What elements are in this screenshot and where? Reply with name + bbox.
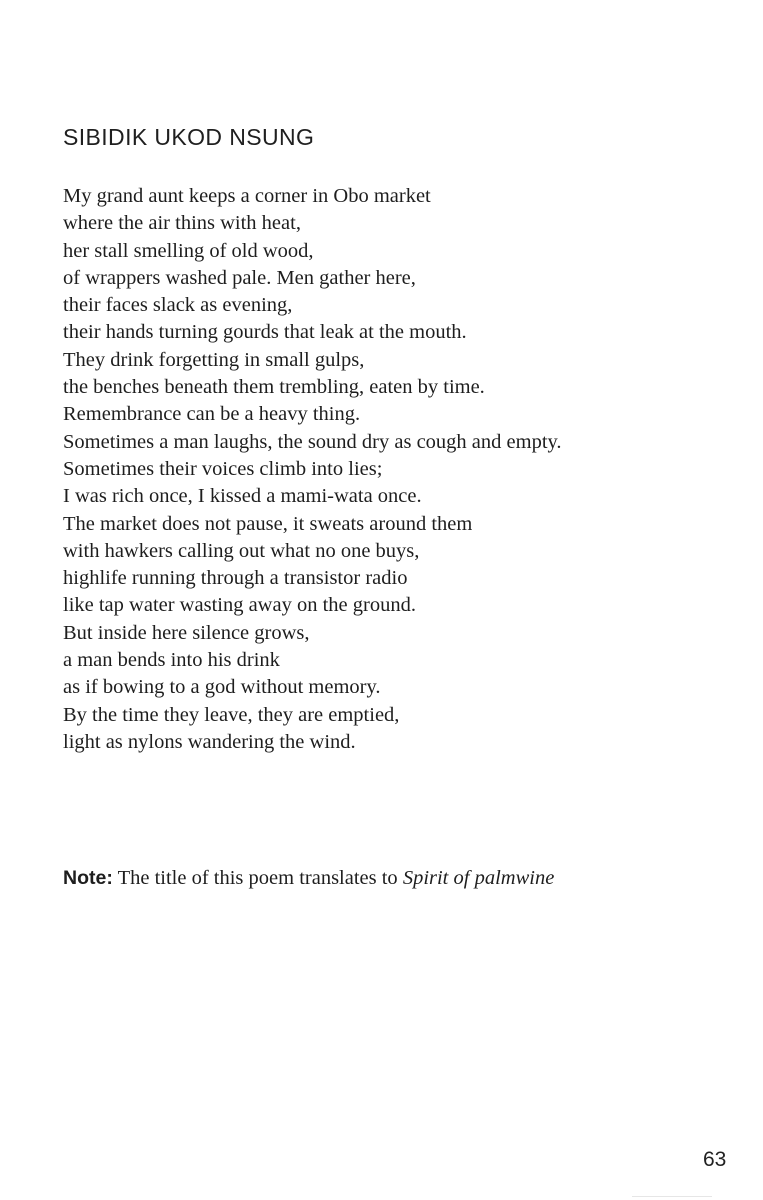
poem-line: light as nylons wandering the wind. (63, 730, 356, 753)
poem-body (63, 183, 562, 756)
poem-line: Remembrance can be a heavy thing. (63, 403, 361, 426)
translation-note (63, 864, 554, 892)
poem-line: My grand aunt keeps a corner in Obo market (63, 185, 431, 207)
page-number: 63 (703, 1148, 727, 1171)
poem-title: SIBIDIK UKOD NSUNG (63, 124, 315, 150)
poem-line: their hands turning gourds that leak at the mouth. (63, 321, 467, 344)
poem-line: By the time they leave, they are emptied, (63, 703, 400, 726)
note-emphasis: Spirit of palmwine (402, 867, 555, 889)
poem-line: their faces slack as evening, (63, 294, 293, 317)
poem-line: where the air thins with heat, (63, 212, 301, 235)
note-text: The title of this poem translates to (112, 867, 403, 889)
poem-line: I was rich once, I kissed a mami-wata once. (63, 485, 422, 508)
poem-line: as if bowing to a god without memory. (63, 676, 381, 699)
poem-line: like tap water wasting away on the ground. (63, 594, 416, 617)
note-label: Note: (63, 867, 113, 889)
poem-line: Sometimes their voices climb into lies; (63, 457, 383, 480)
poem-line: They drink forgetting in small gulps, (63, 348, 365, 371)
poem-line: with hawkers calling out what no one buys, (63, 539, 420, 562)
poem-line: of wrappers washed pale. Men gather here, (63, 266, 416, 289)
poem-line: But inside here silence grows, (63, 621, 310, 644)
poem-line: The market does not pause, it sweats around them (63, 512, 473, 535)
poem-line: highlife running through a transistor radio (63, 567, 408, 590)
bottom-rule (632, 1196, 712, 1197)
poem-line: Sometimes a man laughs, the sound dry as cough and empty. (63, 430, 562, 453)
poem-line: her stall smelling of old wood, (63, 239, 314, 262)
poem-line: a man bends into his drink (63, 649, 280, 672)
poem-line: the benches beneath them trembling, eaten by time. (63, 376, 485, 399)
